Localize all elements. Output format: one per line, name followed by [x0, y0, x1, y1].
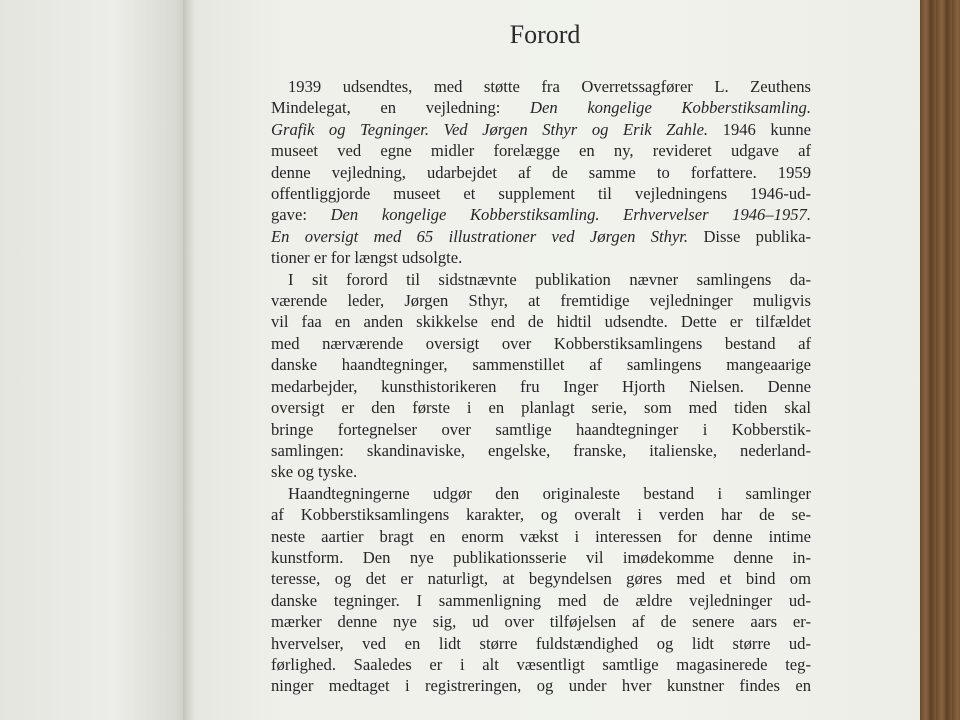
text-span: danske tegninger. I sammenligning med de ældre vejledninger ud-: [271, 590, 811, 610]
text-line: [271, 633, 811, 654]
text-span: mærker denne nye sig, ud over tilføjelsen af de senere aars er-: [271, 612, 811, 632]
text-span: ninger medtaget i registreringen, og under hver kunstner findes en: [271, 676, 811, 696]
text-line: [271, 311, 811, 332]
paragraph: [271, 269, 811, 483]
text-line: [271, 461, 811, 482]
italic-text: Den kongelige Kobberstiksamling. Erhvervelser 1946–1957.: [330, 205, 811, 225]
text-line: [271, 419, 811, 440]
text-line: [271, 397, 811, 418]
text-line: [271, 226, 811, 247]
text-line: [271, 354, 811, 375]
text-span: af Kobberstiksamlingens karakter, og overalt i verden har de se-: [271, 505, 811, 525]
text-span: offentliggjorde museet et supplement til vejledningens 1946-ud-: [271, 184, 811, 204]
text-span: tioner er for længst udsolgte.: [271, 248, 463, 268]
paragraph: [271, 483, 811, 697]
text-line: [271, 504, 811, 525]
text-line: [271, 97, 811, 118]
text-line: [271, 333, 811, 354]
text-line: [271, 547, 811, 568]
text-span: Disse publika-: [688, 226, 811, 246]
text-span: danske haandtegninger, sammenstillet af samlingens mangeaarige: [271, 355, 811, 375]
text-span: førlighed. Saaledes er i alt væsentligt samtlige magasinerede teg-: [271, 654, 811, 674]
text-span: Mindelegat, en vejledning:: [271, 98, 531, 118]
text-span: værende leder, Jørgen Sthyr, at fremtidige vejledninger muligvis: [271, 291, 811, 311]
text-line: [271, 140, 811, 161]
text-span: ske og tyske.: [271, 462, 358, 482]
text-span: samlingen: skandinaviske, engelske, franske, italienske, nederland-: [271, 440, 811, 460]
text-line: [271, 290, 811, 311]
text-span: Haandtegningerne udgør den originaleste bestand i samlinger: [288, 483, 811, 503]
text-span: gave:: [271, 205, 331, 225]
text-line: [271, 183, 811, 204]
text-span: museet ved egne midler forelægge en ny, revideret udgave af: [271, 141, 811, 161]
page-title: Forord: [509, 20, 581, 49]
wooden-table-edge: [920, 0, 960, 720]
text-line: [271, 675, 811, 696]
italic-text: Grafik og Tegninger. Ved Jørgen Sthyr og Erik Zahle.: [271, 119, 709, 139]
text-span: bringe fortegnelser over samtlige haandtegninger i Kobberstik-: [271, 419, 811, 439]
text-line: [271, 526, 811, 547]
body-text: [271, 76, 811, 697]
text-span: med nærværende oversigt over Kobberstiksamlingens bestand af: [271, 333, 811, 353]
text-span: hvervelser, ved en lidt større fuldstændighed og lidt større ud-: [271, 633, 811, 653]
text-line: [271, 568, 811, 589]
text-span: vil faa en anden skikkelse end de hidtil udsendte. Dette er tilfældet: [271, 312, 811, 332]
text-span: 1939 udsendtes, med støtte fra Overretssagfører L. Zeuthens: [288, 77, 811, 96]
text-line: [271, 269, 811, 290]
italic-text: En oversigt med 65 illustrationer ved Jørgen Sthyr.: [271, 226, 689, 246]
paragraph: [271, 76, 811, 269]
text-span: neste aartier bragt en enorm vækst i interessen for denne intime: [271, 526, 811, 546]
text-line: [271, 76, 811, 97]
text-line: [271, 119, 811, 140]
text-line: [271, 162, 811, 183]
text-line: [271, 590, 811, 611]
right-page: [195, 0, 947, 720]
text-line: [271, 204, 811, 225]
text-line: [271, 376, 811, 397]
text-line: [271, 654, 811, 675]
text-span: 1946 kunne: [708, 119, 811, 139]
text-line: [271, 247, 811, 268]
italic-text: Den kongelige Kobberstiksamling.: [530, 98, 811, 118]
text-span: I sit forord til sidstnævnte publikation nævner samlingens da-: [288, 269, 811, 289]
text-span: kunstform. Den nye publikationsserie vil imødekomme denne in-: [271, 547, 811, 567]
text-span: teresse, og det er naturligt, at begyndelsen gøres med et bind om: [271, 569, 811, 589]
text-line: [271, 483, 811, 504]
text-span: medarbejder, kunsthistorikeren fru Inger Hjorth Nielsen. Denne: [271, 376, 811, 396]
left-page: [0, 0, 190, 720]
text-span: oversigt er den første i en planlagt serie, som med tiden skal: [271, 398, 811, 418]
text-span: denne vejledning, udarbejdet af de samme to forfattere. 1959: [271, 162, 811, 182]
text-line: [271, 611, 811, 632]
text-line: [271, 440, 811, 461]
